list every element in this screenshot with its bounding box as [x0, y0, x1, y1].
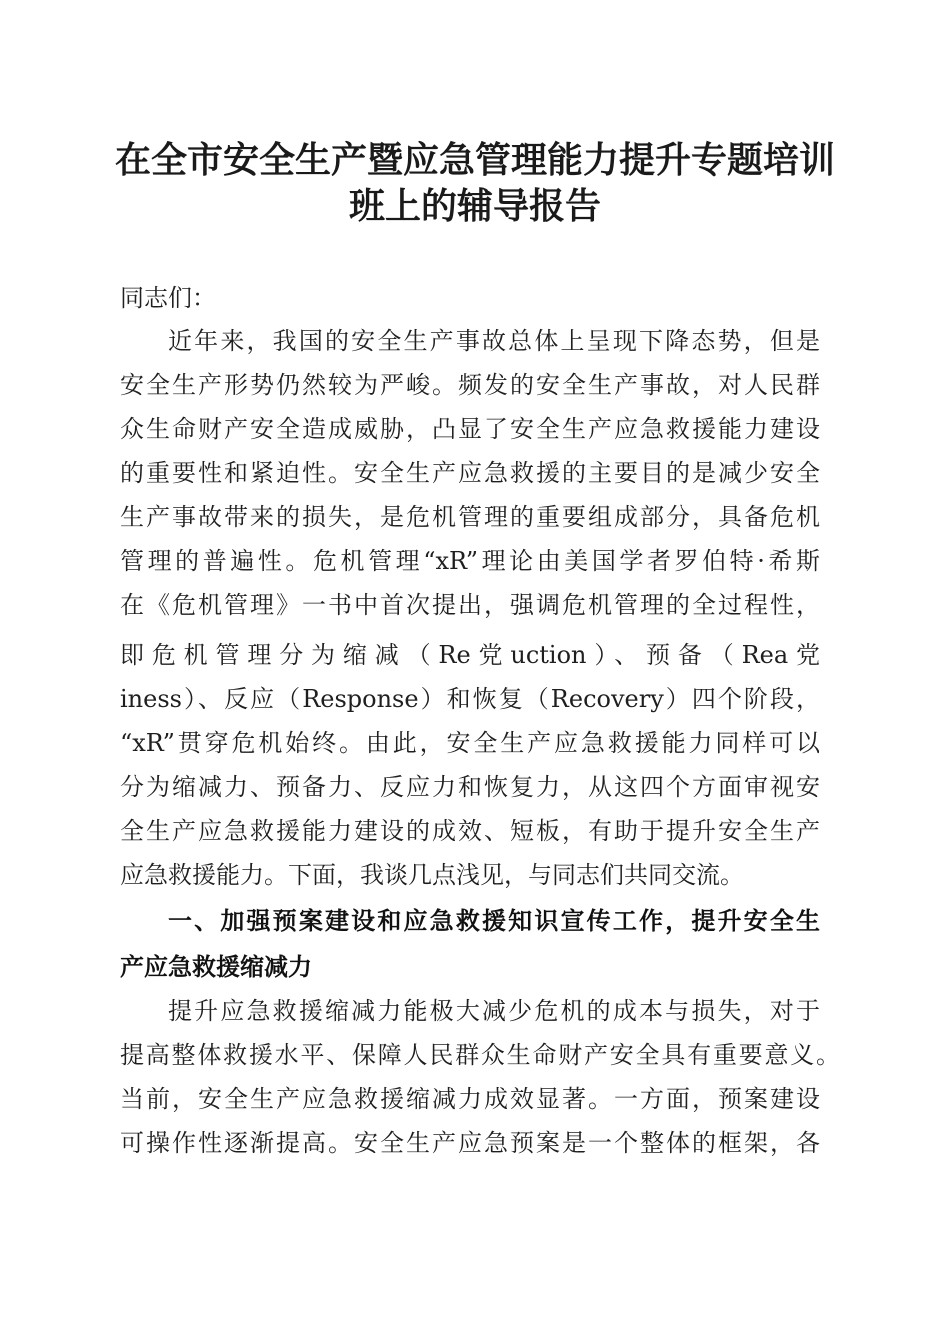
paragraph-2-line: 提升应急救援缩减力能极大减少危机的成本与损失，对于	[168, 997, 820, 1025]
salutation: 同志们：	[120, 284, 216, 312]
paragraph-2-line: 当前，安全生产应急救援缩减力成效显著。一方面，预案建设	[120, 1085, 820, 1113]
paragraph-1-line: 管理的普遍性。危机管理“xR”理论由美国学者罗伯特·希斯	[120, 547, 820, 575]
paragraph-1-line: 分为缩减力、预备力、反应力和恢复力，从这四个方面审视安	[120, 773, 820, 801]
paragraph-1-line: 在《危机管理》一书中首次提出，强调危机管理的全过程性，	[120, 591, 820, 619]
paragraph-1-line: 应急救援能力。下面，我谈几点浅见，与同志们共同交流。	[120, 861, 744, 889]
paragraph-1-line: “xR”贯穿危机始终。由此，安全生产应急救援能力同样可以	[120, 729, 820, 757]
paragraph-1-line: 全生产应急救援能力建设的成效、短板，有助于提升安全生产	[120, 817, 820, 845]
section-1-heading-line: 产应急救援缩减力	[120, 953, 312, 981]
paragraph-1-line: 近年来，我国的安全生产事故总体上呈现下降态势，但是	[168, 327, 820, 355]
paragraph-2-line: 提高整体救援水平、保障人民群众生命财产安全具有重要意义。	[120, 1041, 840, 1069]
document-title-line-2: 班上的辅导报告	[348, 185, 601, 227]
document-title-line-1: 在全市安全生产暨应急管理能力提升专题培训	[114, 139, 835, 181]
paragraph-1-line: 生产事故带来的损失，是危机管理的重要组成部分，具备危机	[120, 503, 820, 531]
paragraph-2-line: 可操作性逐渐提高。安全生产应急预案是一个整体的框架，各	[120, 1129, 820, 1157]
paragraph-1-line: 即危机管理分为缩减（Re党uction）、预备（Rea党	[120, 641, 820, 669]
paragraph-1-line: 的重要性和紧迫性。安全生产应急救援的主要目的是减少安全	[120, 459, 820, 487]
section-1-heading-line: 一、加强预案建设和应急救援知识宣传工作，提升安全生	[168, 907, 820, 935]
paragraph-1-line: iness）、反应（Response）和恢复（Recovery）四个阶段，	[120, 685, 820, 713]
paragraph-1-line: 安全生产形势仍然较为严峻。频发的安全生产事故，对人民群	[120, 371, 820, 399]
paragraph-1-line: 众生命财产安全造成威胁，凸显了安全生产应急救援能力建设	[120, 415, 820, 443]
